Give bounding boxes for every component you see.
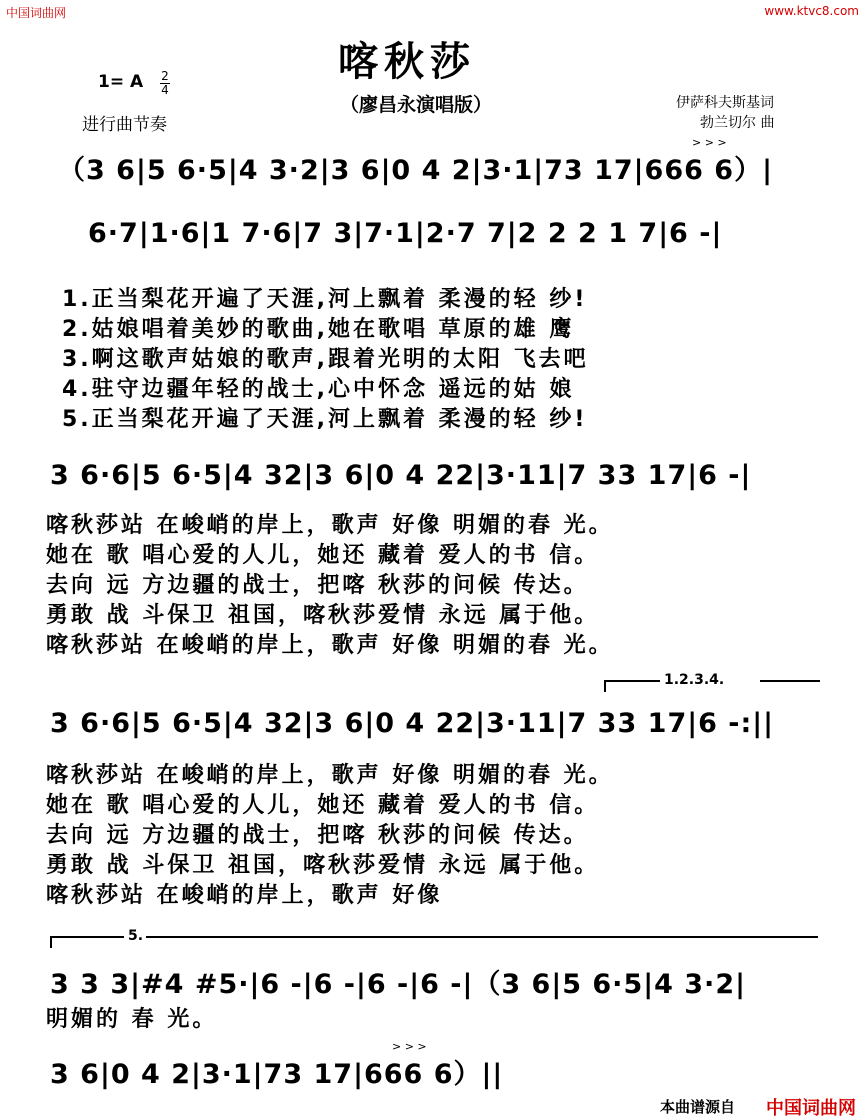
notation-row-2: 3 6·6|5 6·5|4 32|3 6|0 4 22|3·11|7 33 17|6 -|	[50, 460, 752, 491]
tempo-mark: 进行曲节奏	[82, 115, 167, 135]
volta-line-right	[146, 936, 818, 938]
watermark-left: 中国词曲网	[6, 6, 67, 20]
lyric-verse-5: 5.正当梨花开遍了天涯,河上飘着 柔漫的轻 纱!	[62, 407, 588, 432]
watermark-right: www.ktvc8.com	[764, 4, 859, 18]
lyric-verse-2: 2.姑娘唱着美妙的歌曲,她在歌唱 草原的雄 鹰	[62, 317, 575, 342]
lyric-verse-3: 3.啊这歌声姑娘的歌声,跟着光明的太阳 飞去吧	[62, 347, 589, 372]
lyric-verse-4: 4.驻守边疆年轻的战士,心中怀念 遥远的姑 娘	[62, 377, 575, 402]
lyric-line: 喀秋莎站 在峻峭的岸上，歌声 好像 明媚的春 光。	[46, 513, 614, 538]
lyric-line: 勇敢 战 斗保卫 祖国，喀秋莎爱情 永远 属于他。	[46, 853, 600, 878]
volta-line-left	[50, 936, 124, 938]
lyric-verse-1: 1.正当梨花开遍了天涯,河上飘着 柔漫的轻 纱!	[62, 287, 588, 312]
lyric-line: 去向 远 方边疆的战士，把喀 秋莎的问候 传达。	[46, 573, 589, 598]
volta-line-left	[604, 680, 660, 682]
accent-marks: > > >	[392, 1040, 427, 1053]
notation-row-5: 3 6|0 4 2|3·1|73 17|666 6）||	[50, 1059, 504, 1090]
lyric-line: 喀秋莎站 在峻峭的岸上，歌声 好像	[46, 883, 443, 908]
notation-row-1: 6·7|1·6|1 7·6|7 3|7·1|2·7 7|2 2 2 1 7|6 -|	[88, 218, 723, 249]
lyricist-credit: 伊萨科夫斯基词	[676, 95, 774, 111]
lyric-line: 喀秋莎站 在峻峭的岸上，歌声 好像 明媚的春 光。	[46, 763, 614, 788]
time-denominator: 4	[161, 83, 169, 97]
accent-marks: > > >	[692, 136, 727, 149]
subtitle: （廖昌永演唱版）	[340, 94, 493, 116]
volta-label-5: 5.	[128, 928, 144, 944]
notation-row-3: 3 6·6|5 6·5|4 32|3 6|0 4 22|3·11|7 33 17|6 -:||	[50, 708, 775, 739]
footer-source: 本曲谱源自	[660, 1098, 736, 1116]
notation-row-intro: （3 6|5 6·5|4 3·2|3 6|0 4 2|3·1|73 17|666 6）|	[58, 155, 773, 186]
time-signature	[160, 70, 170, 97]
volta-label-1-4: 1.2.3.4.	[664, 672, 725, 688]
lyric-line: 喀秋莎站 在峻峭的岸上，歌声 好像 明媚的春 光。	[46, 633, 614, 658]
composer-credit: 勃兰切尔 曲	[700, 115, 775, 131]
lyric-line: 勇敢 战 斗保卫 祖国，喀秋莎爱情 永远 属于他。	[46, 603, 600, 628]
notation-row-4: 3 3 3|#4 #5·|6 -|6 -|6 -|6 -|（3 6|5 6·5|4 3·2|	[50, 969, 746, 1000]
lyric-line: 明媚的 春 光。	[46, 1007, 218, 1032]
footer-site-link[interactable]: 中国词曲网	[766, 1098, 856, 1119]
lyric-line: 去向 远 方边疆的战士，把喀 秋莎的问候 传达。	[46, 823, 589, 848]
page-title: 喀秋莎	[338, 39, 476, 85]
time-numerator: 2	[161, 69, 169, 83]
volta-line-right	[760, 680, 820, 682]
lyric-line: 她在 歌 唱心爱的人儿，她还 藏着 爱人的书 信。	[46, 543, 600, 568]
lyric-line: 她在 歌 唱心爱的人儿，她还 藏着 爱人的书 信。	[46, 793, 600, 818]
key-signature: 1= A	[98, 72, 144, 92]
